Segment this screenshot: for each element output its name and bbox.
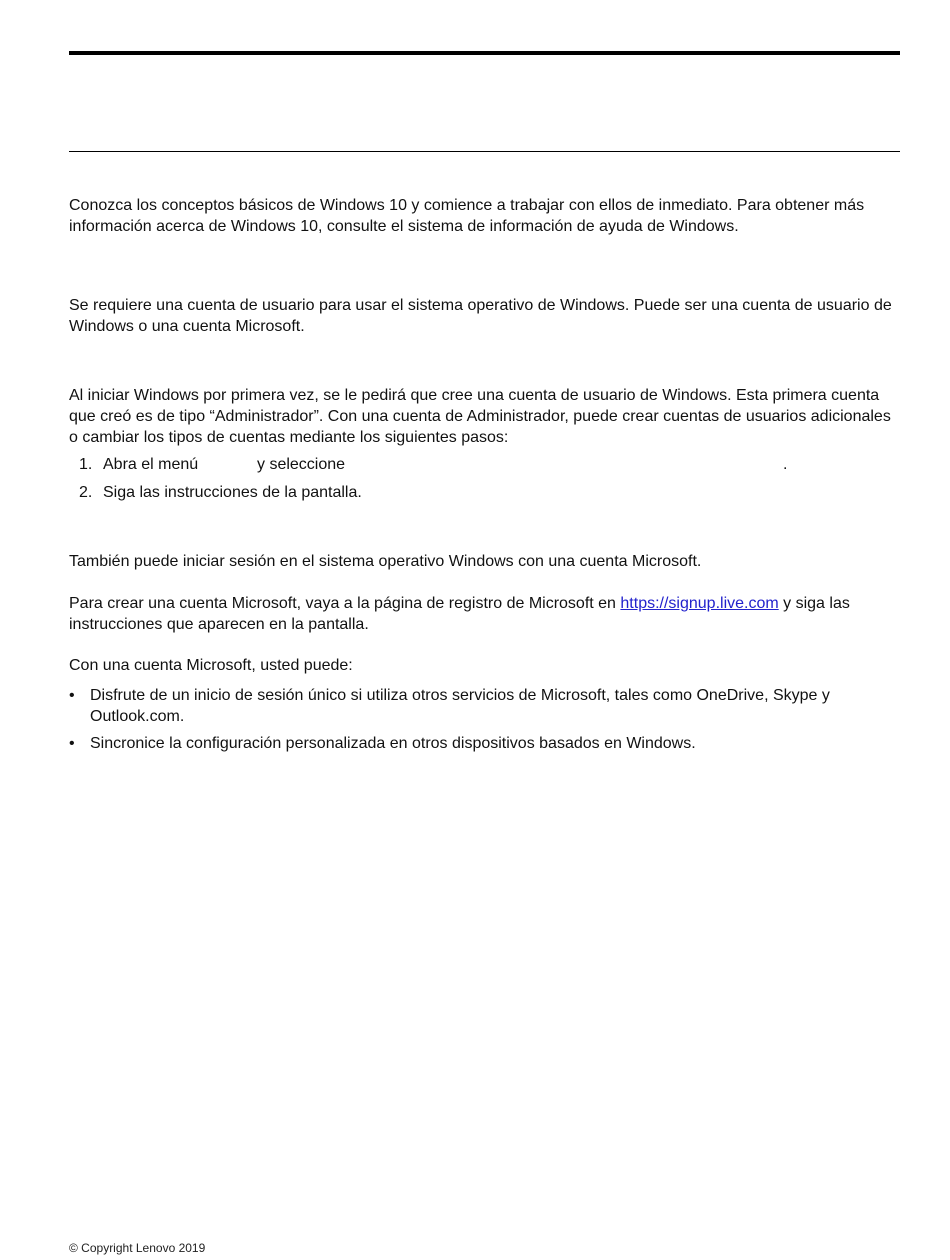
intro-paragraph: Conozca los conceptos básicos de Windows 10 y comience a trabajar con ellos de inmediato. Para obtener más información acerca de Windows 10, consulte el sistema de información de ayuda de Windows. <box>69 197 865 235</box>
ms-create-text-after: y siga las instrucciones que aparecen en la pantalla. <box>69 595 850 633</box>
bullet-icon: • <box>69 735 75 752</box>
step-text: Siga las instrucciones de la pantalla. <box>103 484 362 501</box>
bullet-text: Disfrute de un inicio de sesión único si utiliza otros servicios de Microsoft, tales como OneDrive, Skype y Outlook.com. <box>90 687 830 725</box>
bullet-icon: • <box>69 687 75 704</box>
step-number: 1. <box>79 456 93 473</box>
windows-account-paragraph: Al iniciar Windows por primera vez, se le pedirá que cree una cuenta de usuario de Windows. Esta primera cuenta que creó es de tipo “Administrador”. Con una cuenta de Administrador, puede crear cuentas de usuarios adicionales o cambiar los tipos de cuentas mediante los siguientes pasos: <box>69 387 891 446</box>
bullet-text: Sincronice la configuración personalizada en otros dispositivos basados en Windows. <box>90 735 696 752</box>
ms-create-paragraph <box>69 593 900 635</box>
ms-account-intro-paragraph: También puede iniciar sesión en el sistema operativo Windows con una cuenta Microsoft. <box>69 553 702 570</box>
step-end-period: . <box>783 456 788 473</box>
step-text-select: y seleccione <box>257 456 346 473</box>
step-number: 2. <box>79 484 93 501</box>
signup-link[interactable]: https://signup.live.com <box>620 595 779 612</box>
step-text-open-menu: Abra el menú <box>103 456 199 473</box>
document-page <box>69 0 900 1260</box>
header-rule-thin <box>69 151 900 152</box>
accounts-intro-paragraph: Se requiere una cuenta de usuario para usar el sistema operativo de Windows. Puede ser una cuenta de usuario de Windows o una cuenta Microsoft. <box>69 297 892 335</box>
header-rule-thick <box>69 51 900 55</box>
copyright-footer: © Copyright Lenovo 2019 <box>69 1241 206 1255</box>
ms-create-text-before: Para crear una cuenta Microsoft, vaya a la página de registro de Microsoft en <box>69 595 621 612</box>
ms-can-paragraph: Con una cuenta Microsoft, usted puede: <box>69 657 353 674</box>
